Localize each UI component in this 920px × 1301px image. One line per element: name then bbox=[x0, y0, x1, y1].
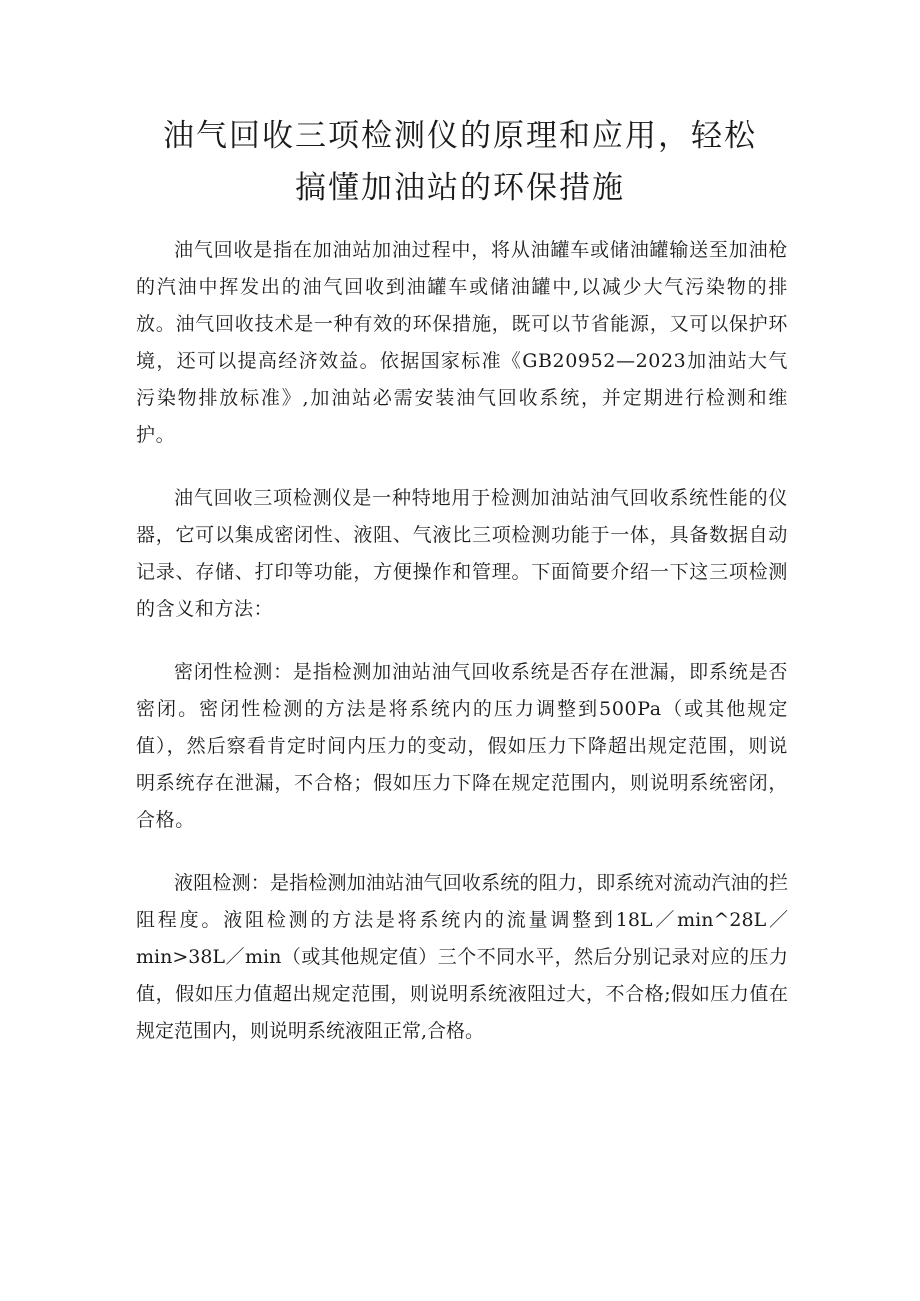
paragraph-tightness-test: 密闭性检测：是指检测加油站油气回收系统是否存在泄漏，即系统是否密闭。密闭性检测的方法是将系统内的压力调整到500Pa（或其他规定值），然后察看肯定时间内压力的变动，假如压力下降超出规定范围，则说明系统存在泄漏，不合格；假如压力下降在规定范围内，则说明系统密闭，合格。 bbox=[136, 661, 788, 831]
title-line-2: 搞懂加油站的环保措施 bbox=[295, 170, 625, 206]
paragraph-instrument: 油气回收三项检测仪是一种特地用于检测加油站油气回收系统性能的仪器，它可以集成密闭性、液阻、气液比三项检测功能于一体，具备数据自动记录、存储、打印等功能，方便操作和管理。下面简要介绍一下这三项检测的含义和方法： bbox=[136, 487, 788, 620]
document-title bbox=[120, 110, 800, 214]
paragraph-liquid-resistance-test: 液阻检测：是指检测加油站油气回收系统的阻力，即系统对流动汽油的拦阻程度。液阻检测的方法是将系统内的流量调整到18L／min^28L／min>38L／min（或其他规定值）三个不同水平，然后分别记录对应的压力值，假如压力值超出规定范围，则说明系统液阻过大，不合格;假如压力值在规定范围内，则说明系统液阻正常,合格。 bbox=[136, 872, 788, 1042]
title-line-1: 油气回收三项检测仪的原理和应用，轻松 bbox=[163, 118, 757, 154]
document-body bbox=[136, 232, 788, 1076]
paragraph-intro: 油气回收是指在加油站加油过程中，将从油罐车或储油罐输送至加油枪的汽油中挥发出的油气回收到油罐车或储油罐中,以减少大气污染物的排放。油气回收技术是一种有效的环保措施，既可以节省能源，又可以保护环境，还可以提高经济效益。依据国家标准《GB20952—2023加油站大气污染物排放标准》,加油站必需安装油气回收系统，并定期进行检测和维护。 bbox=[136, 239, 788, 446]
